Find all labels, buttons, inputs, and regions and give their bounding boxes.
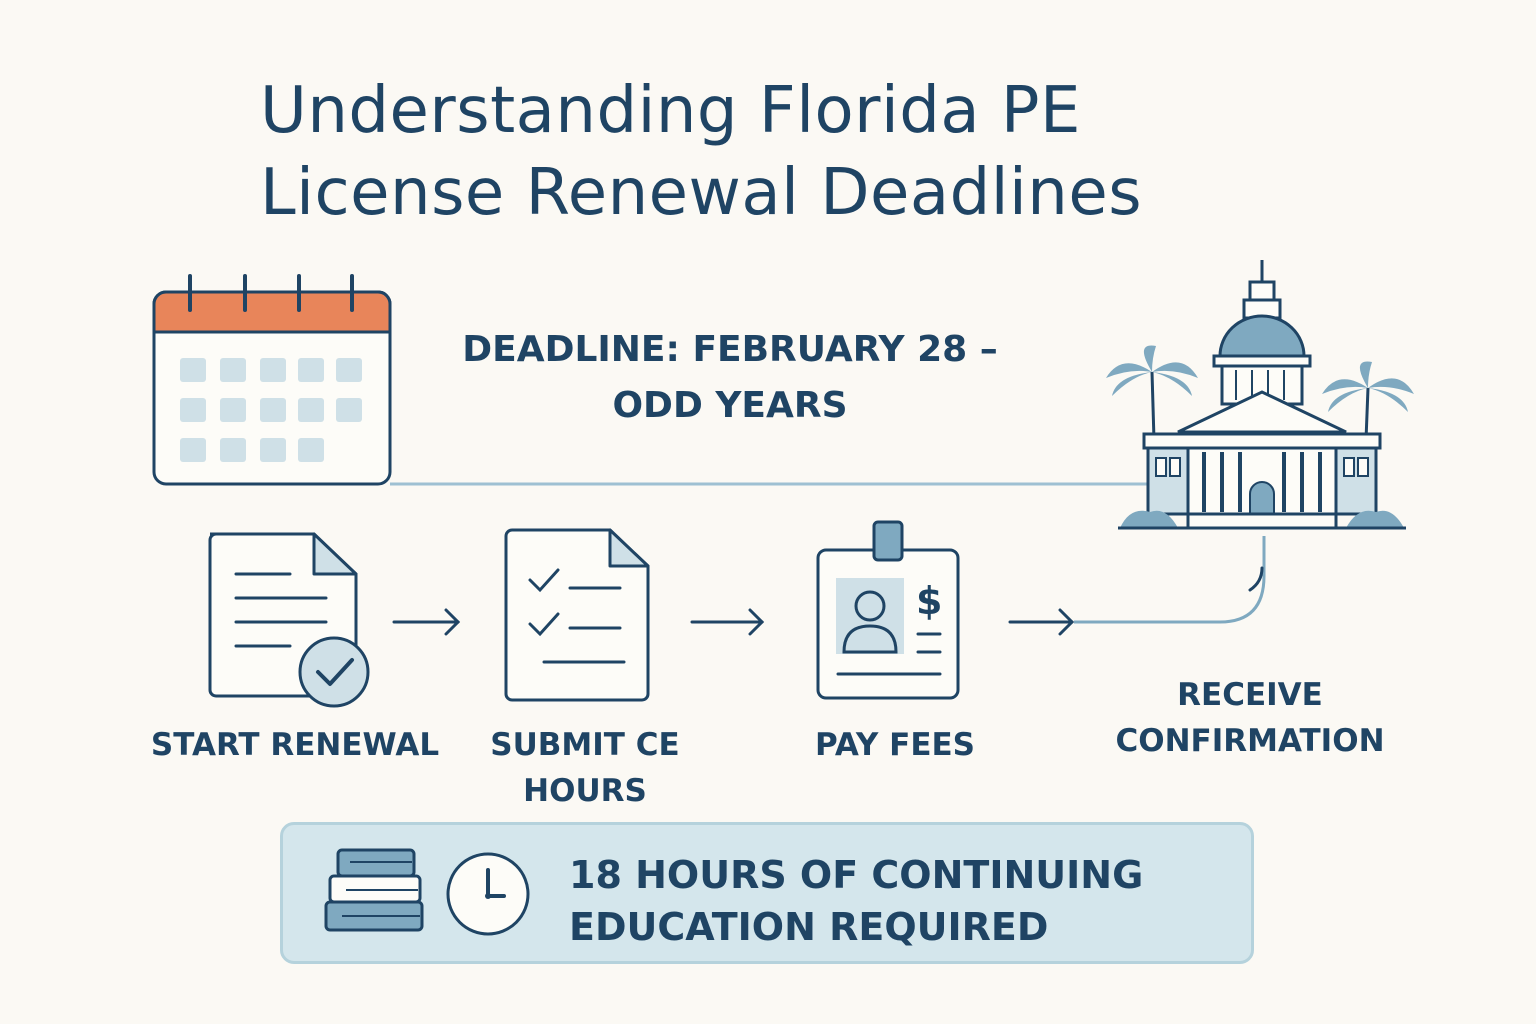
capitol-building-icon — [1106, 260, 1414, 528]
dollar-sign-icon: $ — [916, 579, 943, 623]
step-label-receive-confirmation — [1090, 672, 1410, 764]
step-label-line: CONFIRMATION — [1115, 723, 1385, 759]
ce-requirement-text — [569, 849, 1229, 953]
connector-curve — [1074, 536, 1264, 622]
step-label-line: START RENEWAL — [150, 727, 440, 763]
deadline-line-2: ODD YEARS — [612, 385, 848, 426]
step-label-line: PAY FEES — [815, 727, 975, 763]
palm-tree-left-icon — [1106, 346, 1198, 440]
arrow-right-icon-1 — [394, 610, 458, 634]
deadline-text — [440, 322, 1020, 434]
step-label-submit-ce-hours — [470, 722, 700, 814]
step-label-line: SUBMIT CE — [490, 727, 680, 763]
id-badge-fee-icon — [818, 522, 958, 698]
calendar-icon — [154, 276, 390, 484]
ce-requirement-banner — [280, 822, 1254, 964]
banner-line-1: 18 HOURS OF CONTINUING — [569, 853, 1144, 897]
step-label-start-renewal — [140, 722, 450, 768]
checklist-document-icon — [506, 530, 648, 700]
arrow-right-icon-2 — [692, 610, 762, 634]
arrow-right-icon-3 — [1010, 610, 1072, 634]
connector-curve-arrow-icon — [1250, 568, 1262, 590]
document-check-icon — [210, 534, 368, 706]
step-label-line: RECEIVE — [1177, 677, 1323, 713]
title-line-2: License Renewal Deadlines — [260, 156, 1143, 230]
deadline-line-1: DEADLINE: FEBRUARY 28 – — [462, 329, 998, 370]
step-label-line: HOURS — [523, 773, 647, 809]
banner-line-2: EDUCATION REQUIRED — [569, 905, 1049, 949]
step-label-pay-fees — [790, 722, 1000, 768]
title-line-1: Understanding Florida PE — [260, 74, 1081, 148]
